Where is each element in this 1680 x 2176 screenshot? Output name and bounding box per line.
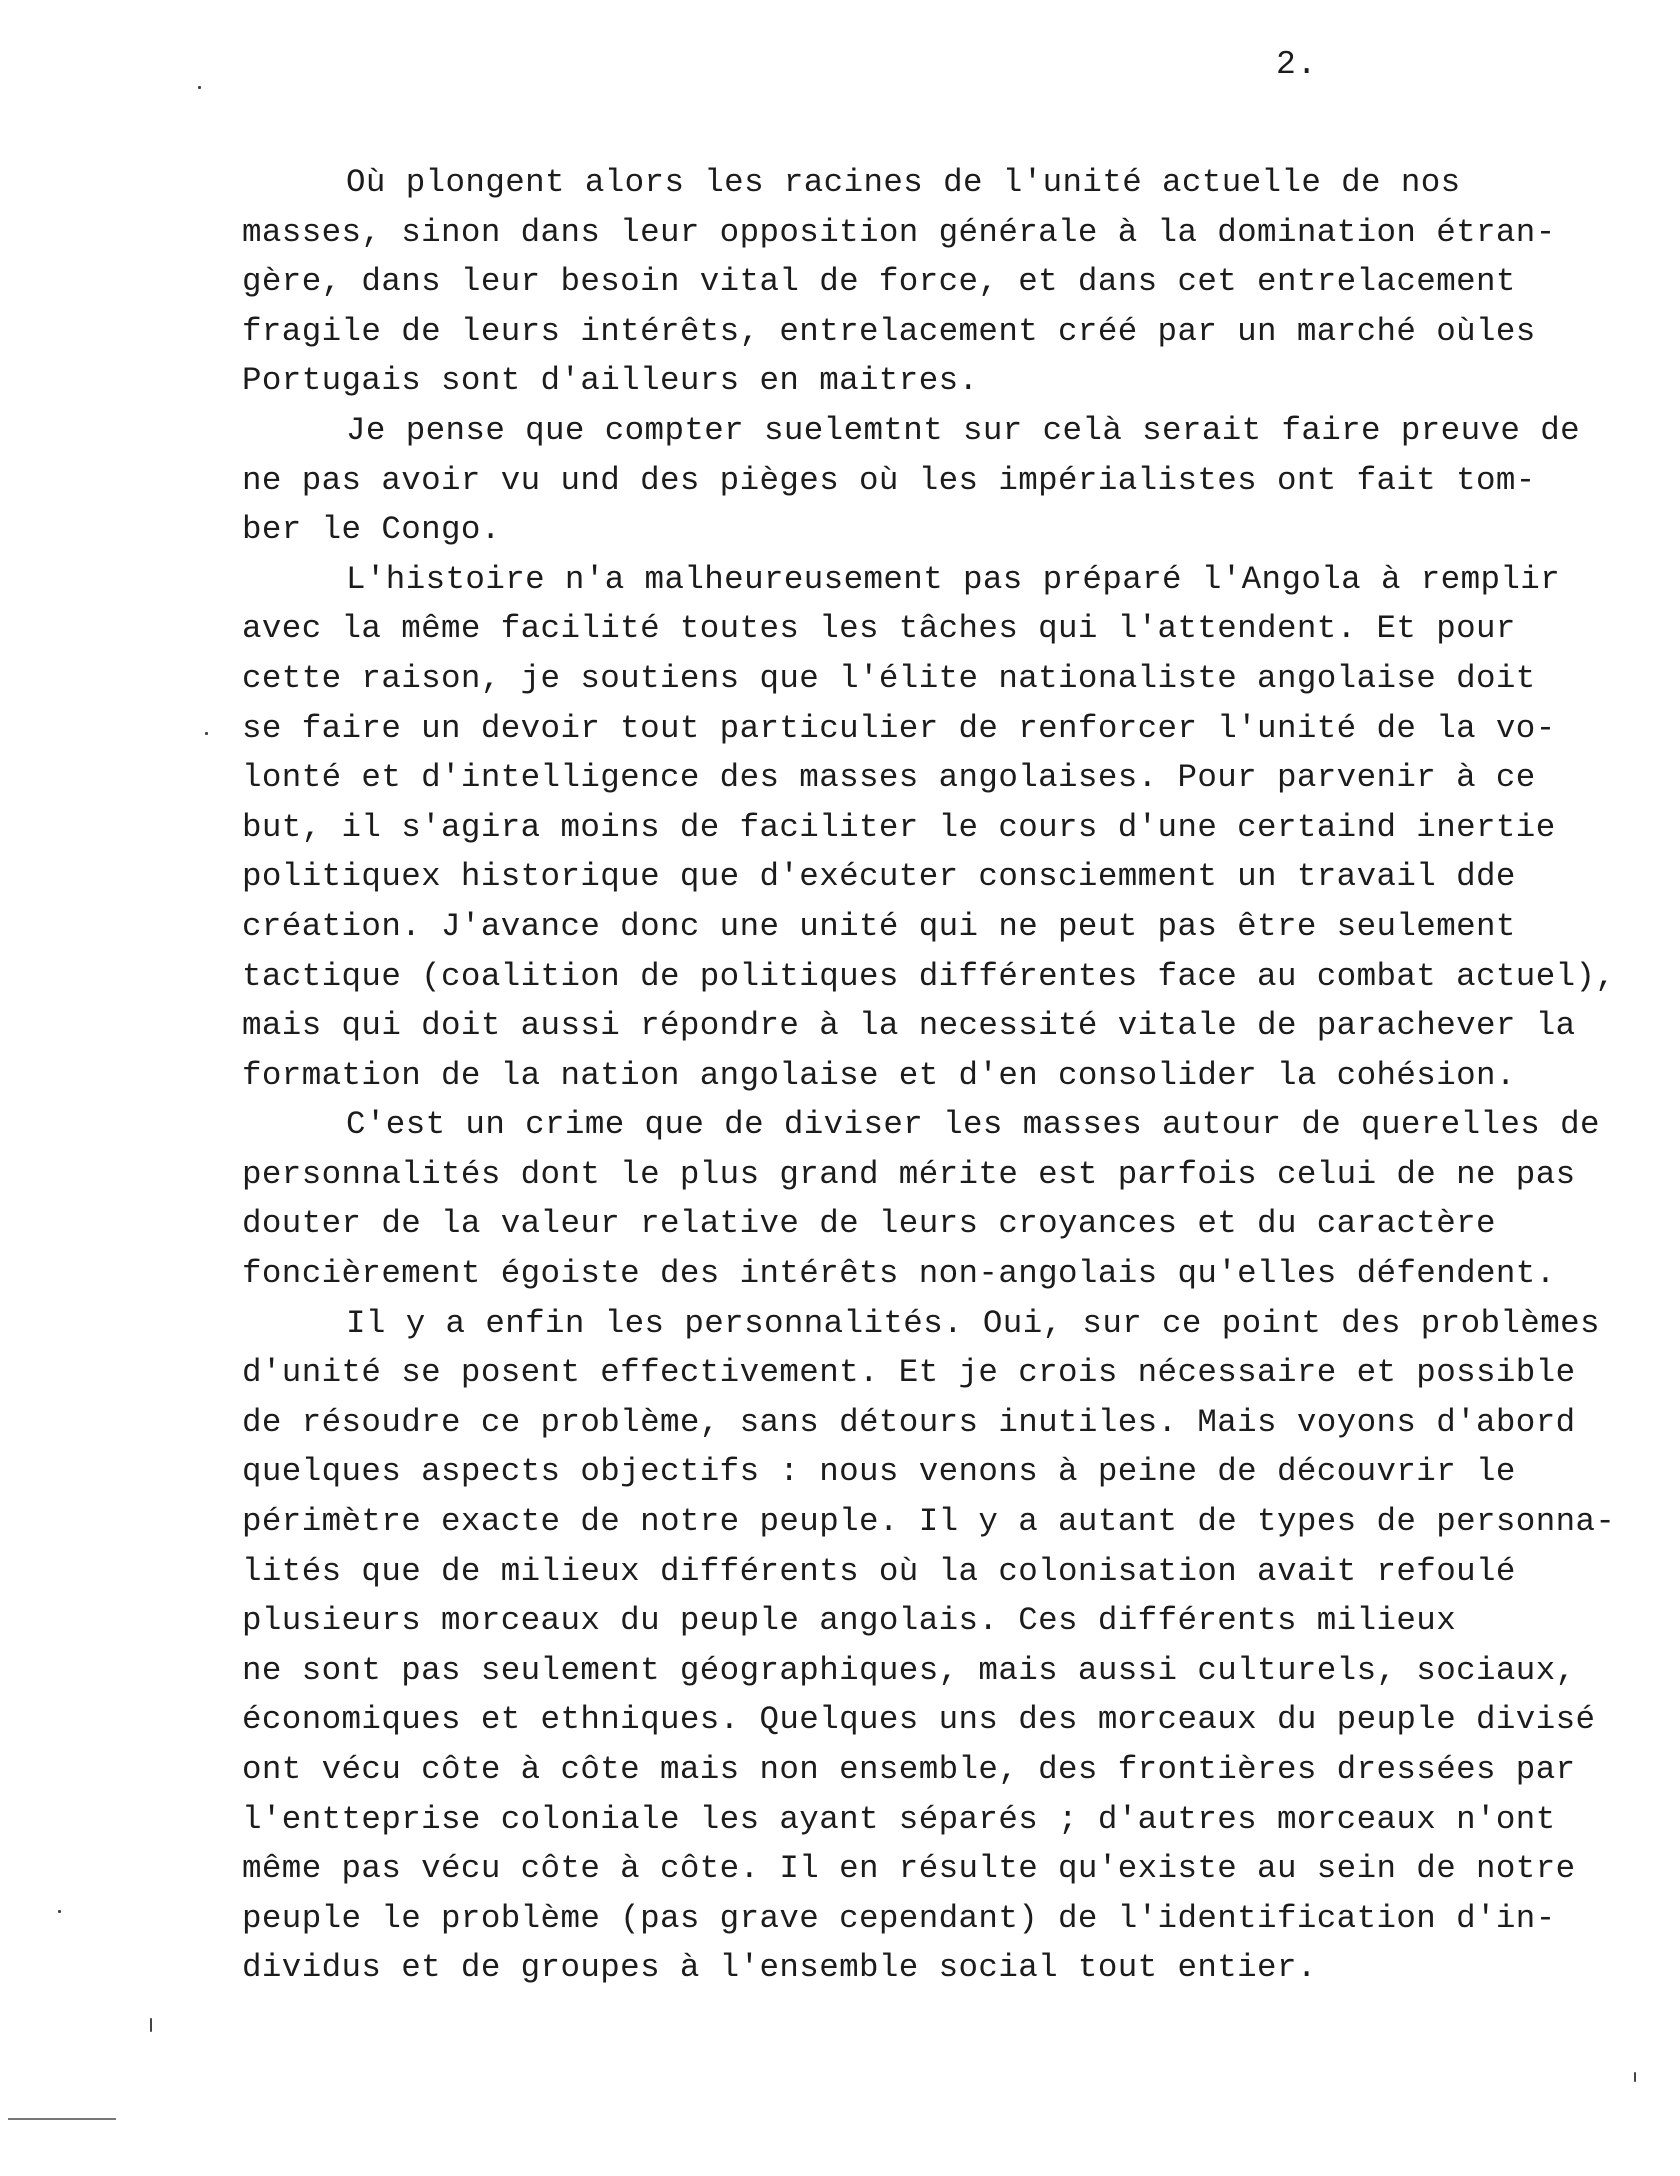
text-line: Je pense que compter suelemtnt sur celà serait faire preuve de: [346, 411, 1580, 449]
text-line: cette raison, je soutiens que l'élite nationaliste angolaise doit: [242, 659, 1536, 697]
scan-speck: [1634, 2072, 1636, 2082]
text-line: l'enttеprise coloniale les ayant séparés ; d'autres morceaux n'ont: [242, 1800, 1556, 1838]
text-line: but, il s'agira moins de faciliter le cours d'une certaind inertie: [242, 808, 1556, 846]
text-line: formation de la nation angolaise et d'en consolider la cohésion.: [242, 1056, 1516, 1094]
text-line: ber le Congo.: [242, 511, 501, 549]
text-line: se faire un devoir tout particulier de renforcer l'unité de la vo-: [242, 709, 1556, 747]
text-line: gère, dans leur besoin vital de force, et dans cet entrelacement: [242, 263, 1516, 301]
text-line: douter de la valeur relative de leurs croyances et du caractère: [242, 1205, 1496, 1243]
text-line: personnalités dont le plus grand mérite est parfois celui de ne pas: [242, 1155, 1576, 1193]
text-line: création. J'avance donc une unité qui ne peut pas être seulement: [242, 907, 1516, 945]
text-line: même pas vécu côte à côte. Il en résulte qu'existe au sein de notre: [242, 1850, 1576, 1888]
text-line: masses, sinon dans leur opposition générale à la domination étran-: [242, 213, 1556, 251]
scan-speck: [58, 1910, 61, 1913]
document-body: [242, 158, 1647, 1993]
scan-speck: [198, 86, 201, 89]
text-line: C'est un crime que de diviser les masses autour de querelles de: [346, 1106, 1600, 1144]
scan-edge-mark: [8, 2118, 116, 2120]
text-line: ne pas avoir vu und des pièges où les impérialistes ont fait tom-: [242, 461, 1536, 499]
text-line: foncièrement égoiste des intérêts non-angolais qu'elles défendent.: [242, 1255, 1556, 1293]
text-line: L'histoire n'a malheureusement pas préparé l'Angola à remplir: [346, 560, 1561, 598]
text-line: ont vécu côte à côte mais non ensemble, des frontières dressées par: [242, 1751, 1576, 1788]
text-line: avec la même facilité toutes les tâches qui l'attendent. Et pour: [242, 610, 1516, 648]
text-line: ne sont pas seulement géographiques, mais aussi culturels, sociaux,: [242, 1651, 1576, 1689]
scan-speck: [205, 732, 208, 735]
text-line: politiquex historique que d'exécuter consciemment un travail dde: [242, 858, 1516, 896]
text-line: dividus et de groupes à l'ensemble social tout entier.: [242, 1949, 1317, 1987]
text-line: mais qui doit aussi répondre à la necessité vitale de parachever la: [242, 1007, 1576, 1045]
text-line: périmètre exacte de notre peuple. Il y a autant de types de personna-: [242, 1503, 1616, 1541]
text-line: lonté et d'intelligence des masses angolaises. Pour parvenir à ce: [242, 759, 1536, 797]
text-line: d'unité se posent effectivement. Et je crois nécessaire et possible: [242, 1354, 1576, 1392]
text-line: quelques aspects objectifs : nous venons à peine de découvrir le: [242, 1453, 1516, 1491]
page-number: 2.: [1276, 46, 1318, 83]
text-line: lités que de milieux différents où la colonisation avait refoulé: [242, 1552, 1516, 1590]
text-line: Il y a enfin les personnalités. Oui, sur ce point des problèmes: [346, 1304, 1600, 1342]
text-line: tactique (coalition de politiques différentes face au combat actuel),: [242, 957, 1616, 995]
text-line: de résoudre ce problème, sans détours inutiles. Mais voyons d'abord: [242, 1403, 1576, 1441]
text-line: plusieurs morceaux du peuple angolais. Ces différents milieux: [242, 1602, 1457, 1640]
text-line: Où plongent alors les racines de l'unité actuelle de nos: [346, 164, 1461, 201]
text-line: économiques et ethniques. Quelques uns des morceaux du peuple divisé: [242, 1701, 1596, 1739]
text-line: Portugais sont d'ailleurs en maitres.: [242, 362, 979, 400]
scan-speck: [150, 2018, 152, 2032]
text-line: fragile de leurs intérêts, entrelacement créé par un marché oùles: [242, 312, 1536, 350]
text-line: peuple le problème (pas grave cependant) de l'identification d'in-: [242, 1899, 1556, 1937]
